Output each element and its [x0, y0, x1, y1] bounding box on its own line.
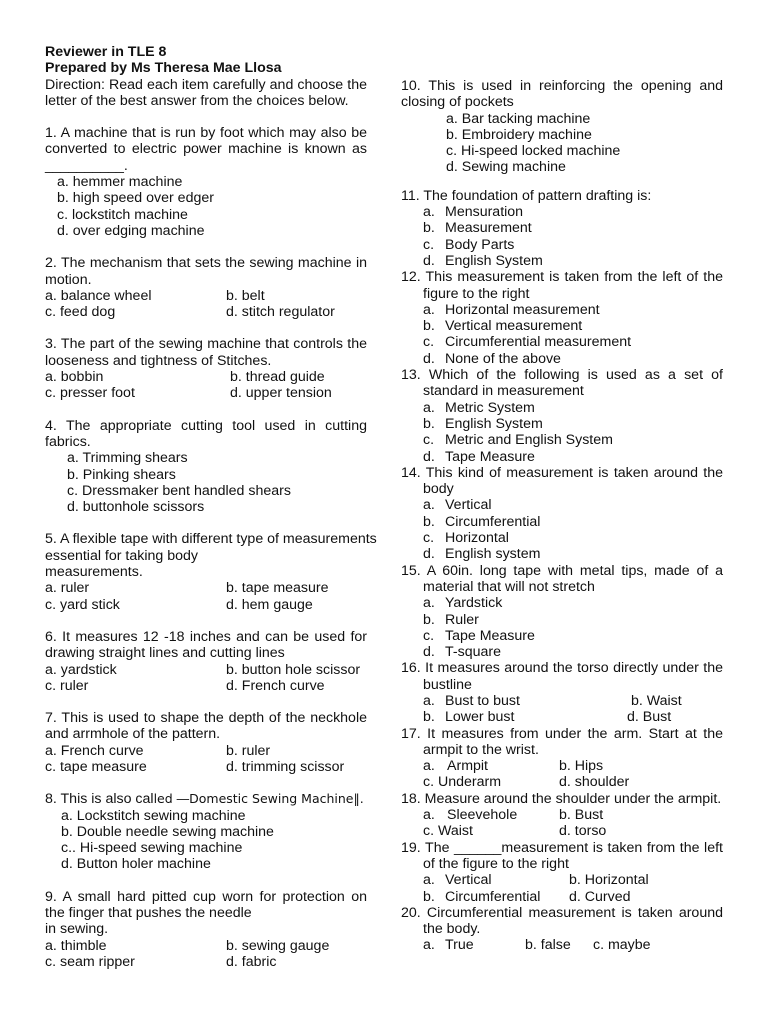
- option-c: c. ruler: [45, 677, 89, 694]
- option-c: c. lockstitch machine: [57, 206, 188, 223]
- option-c: c. Body Parts: [423, 236, 515, 253]
- option-b: b. Hips: [559, 758, 604, 775]
- question-18: [401, 791, 723, 840]
- option-b: b. false: [525, 937, 571, 954]
- option-a-letter: a.: [423, 758, 435, 775]
- option-d: d. Bust: [627, 709, 672, 726]
- option-d: d. English System: [423, 252, 543, 269]
- option-c: c. yard stick: [45, 596, 120, 613]
- option-a: a. Lockstitch sewing machine: [61, 807, 246, 824]
- option-d: d. torso: [559, 823, 607, 840]
- option-b: b. Waist: [631, 692, 682, 709]
- option-a: a. Trimming shears: [67, 450, 188, 467]
- option-a: a. ruler: [45, 580, 90, 597]
- direction-text: Direction: Read each item carefully and choose the letter of the best answer from the choices below.: [45, 76, 367, 109]
- option-b: b. Circumferential: [423, 513, 541, 530]
- option-c: c. Hi-speed locked machine: [446, 143, 621, 160]
- option-b: b. ruler: [226, 742, 271, 759]
- option-c: c. Underarm: [423, 774, 502, 791]
- question-7: [45, 710, 367, 775]
- option-b: b. English System: [423, 415, 543, 432]
- question-6: [45, 629, 367, 694]
- option-b: b. Horizontal: [569, 872, 649, 889]
- option-d: d. Tape Measure: [423, 448, 535, 465]
- question-stem: 5. A flexible tape with different type of measurements: [45, 531, 377, 548]
- option-a: True: [445, 937, 474, 954]
- option-c: Lower bust: [445, 709, 515, 726]
- option-d: d. French curve: [226, 677, 325, 694]
- question-stem: 7. This is used to shape the depth of the neckhole and arrmhole of the pattern.: [45, 710, 367, 743]
- question-20: [401, 905, 723, 954]
- option-d: d. over edging machine: [57, 222, 205, 239]
- option-a: Armpit: [447, 758, 488, 775]
- question-10: [401, 78, 723, 176]
- question-stem-part: 8. This is also cal: [45, 791, 154, 808]
- question-9: [45, 889, 367, 970]
- option-a-letter: a.: [423, 807, 435, 824]
- option-d: d. buttonhole scissors: [67, 499, 205, 516]
- question-stem: 10. This is used in reinforcing the opening and closing of pockets: [401, 78, 723, 111]
- option-c: c. tape measure: [45, 758, 147, 775]
- option-c: c.. Hi-speed sewing machine: [61, 840, 243, 857]
- option-d: d. Sewing machine: [446, 159, 566, 176]
- option-c: c. seam ripper: [45, 953, 135, 970]
- option-b: b. Vertical measurement: [423, 318, 583, 335]
- option-a: a. Bar tacking machine: [446, 110, 591, 127]
- option-c: c. Tape Measure: [423, 627, 535, 644]
- option-b-letter: b.: [423, 888, 435, 905]
- option-d: d. fabric: [226, 953, 277, 970]
- option-d: d. shoulder: [559, 774, 630, 791]
- option-d: d. Curved: [569, 888, 631, 905]
- option-d: d. None of the above: [423, 350, 561, 367]
- document-title: Reviewer in TLE 8: [45, 44, 167, 60]
- option-d: d. English system: [423, 546, 541, 563]
- question-17: [401, 726, 723, 791]
- question-8: [45, 791, 367, 872]
- option-b-letter: b.: [423, 709, 435, 726]
- question-stem-line: essential for taking body: [45, 547, 199, 564]
- right-column: [401, 78, 723, 954]
- option-b: b. high speed over edger: [57, 190, 214, 207]
- question-stem: 15. A 60in. long tape with metal tips, made of a material that will not stretch: [401, 562, 723, 595]
- question-4: [45, 418, 367, 516]
- option-b: b. button hole scissor: [226, 661, 361, 678]
- question-stem: 12. This measurement is taken from the left of the figure to the right: [401, 269, 723, 302]
- option-a: a. Vertical: [423, 497, 492, 514]
- question-16: [401, 660, 723, 725]
- option-a-letter: a.: [423, 937, 435, 954]
- question-19: [401, 840, 723, 905]
- option-c: c. Metric and English System: [423, 432, 613, 449]
- question-stem: 6. It measures 12 -18 inches and can be used for drawing straight lines and cutting lines: [45, 628, 367, 662]
- question-5: [45, 531, 377, 613]
- question-stem: 11. The foundation of pattern drafting is:: [401, 187, 652, 204]
- question-stem: 20. Circumferential measurement is taken around the body.: [401, 904, 723, 938]
- question-stem-part: led ―Domestic Sewing Machine‖.: [153, 791, 364, 807]
- option-b: b. Embroidery machine: [446, 126, 592, 143]
- option-b: b. Pinking shears: [67, 466, 176, 483]
- option-a: a. balance wheel: [45, 287, 152, 304]
- left-column: [45, 44, 377, 970]
- question-stem: 19. The ______measurement is taken from the left of the figure to the right: [401, 839, 723, 872]
- option-a: a. Horizontal measurement: [423, 301, 600, 318]
- option-a: a. Yardstick: [423, 595, 503, 612]
- option-b: b. Bust: [559, 807, 604, 824]
- question-stem: 4. The appropriate cutting tool used in cutting fabrics.: [45, 417, 367, 450]
- option-b: b. thread guide: [230, 369, 325, 386]
- option-d: d. trimming scissor: [226, 758, 345, 775]
- question-stem: 2. The mechanism that sets the sewing machine in motion.: [45, 255, 367, 288]
- option-b: b. Double needle sewing machine: [61, 823, 274, 840]
- option-a-letter: a.: [423, 692, 435, 709]
- question-11: [401, 188, 723, 269]
- option-a: a. bobbin: [45, 369, 104, 386]
- option-a: a. Mensuration: [423, 204, 524, 221]
- option-c: c. maybe: [593, 937, 651, 954]
- option-a: a. yardstick: [45, 661, 117, 678]
- option-a: Bust to bust: [445, 692, 520, 709]
- option-d: d. hem gauge: [226, 596, 313, 613]
- option-c: c. Horizontal: [423, 530, 509, 547]
- option-d: d. stitch regulator: [226, 304, 335, 321]
- question-1: [45, 125, 367, 239]
- option-a: a. French curve: [45, 742, 144, 759]
- option-b: b. Ruler: [423, 611, 479, 628]
- option-c: Circumferential: [445, 888, 541, 905]
- option-a: Sleevehole: [447, 807, 518, 824]
- question-stem: 13. Which of the following is used as a set of standard in measurement: [401, 367, 723, 400]
- option-a: a. hemmer machine: [57, 174, 183, 191]
- option-a-letter: a.: [423, 872, 435, 889]
- question-3: [45, 336, 367, 401]
- option-a: Vertical: [445, 872, 492, 889]
- option-a: a. thimble: [45, 937, 107, 954]
- option-d: d. T-square: [423, 644, 501, 661]
- option-c: c. Circumferential measurement: [423, 334, 632, 351]
- question-15: [401, 563, 723, 661]
- option-c: c. presser foot: [45, 385, 135, 402]
- question-stem: [45, 791, 367, 807]
- option-b: b. Measurement: [423, 220, 532, 237]
- option-c: c. Waist: [423, 823, 473, 840]
- document-author: Prepared by Ms Theresa Mae Llosa: [45, 60, 282, 77]
- question-13: [401, 367, 723, 465]
- question-stem: 1. A machine that is run by foot which may also be converted to electric power machine is known as __________.: [45, 125, 367, 174]
- question-stem: 3. The part of the sewing machine that controls the looseness and tightness of Stitches.: [45, 336, 367, 369]
- option-b: b. tape measure: [226, 580, 329, 597]
- option-d: d. upper tension: [230, 385, 332, 402]
- option-a: a. Metric System: [423, 399, 535, 416]
- option-b: b. belt: [226, 287, 265, 304]
- question-2: [45, 255, 367, 320]
- question-stem: 9. A small hard pitted cup worn for protection on the finger that pushes the needle: [45, 888, 367, 922]
- question-stem-line: measurements.: [45, 564, 143, 581]
- question-stem-line: in sewing.: [45, 921, 109, 938]
- question-stem: 16. It measures around the torso directly under the bustline: [401, 660, 723, 693]
- option-d: d. Button holer machine: [61, 856, 211, 873]
- question-stem: 18. Measure around the shoulder under the armpit.: [401, 790, 722, 807]
- question-14: [401, 465, 723, 563]
- question-12: [401, 269, 723, 367]
- option-c: c. feed dog: [45, 304, 116, 321]
- option-c: c. Dressmaker bent handled shears: [67, 482, 291, 499]
- option-b: b. sewing gauge: [226, 937, 330, 954]
- question-stem: 14. This kind of measurement is taken around the body: [401, 464, 723, 498]
- question-stem: 17. It measures from under the arm. Start at the armpit to the wrist.: [401, 725, 723, 758]
